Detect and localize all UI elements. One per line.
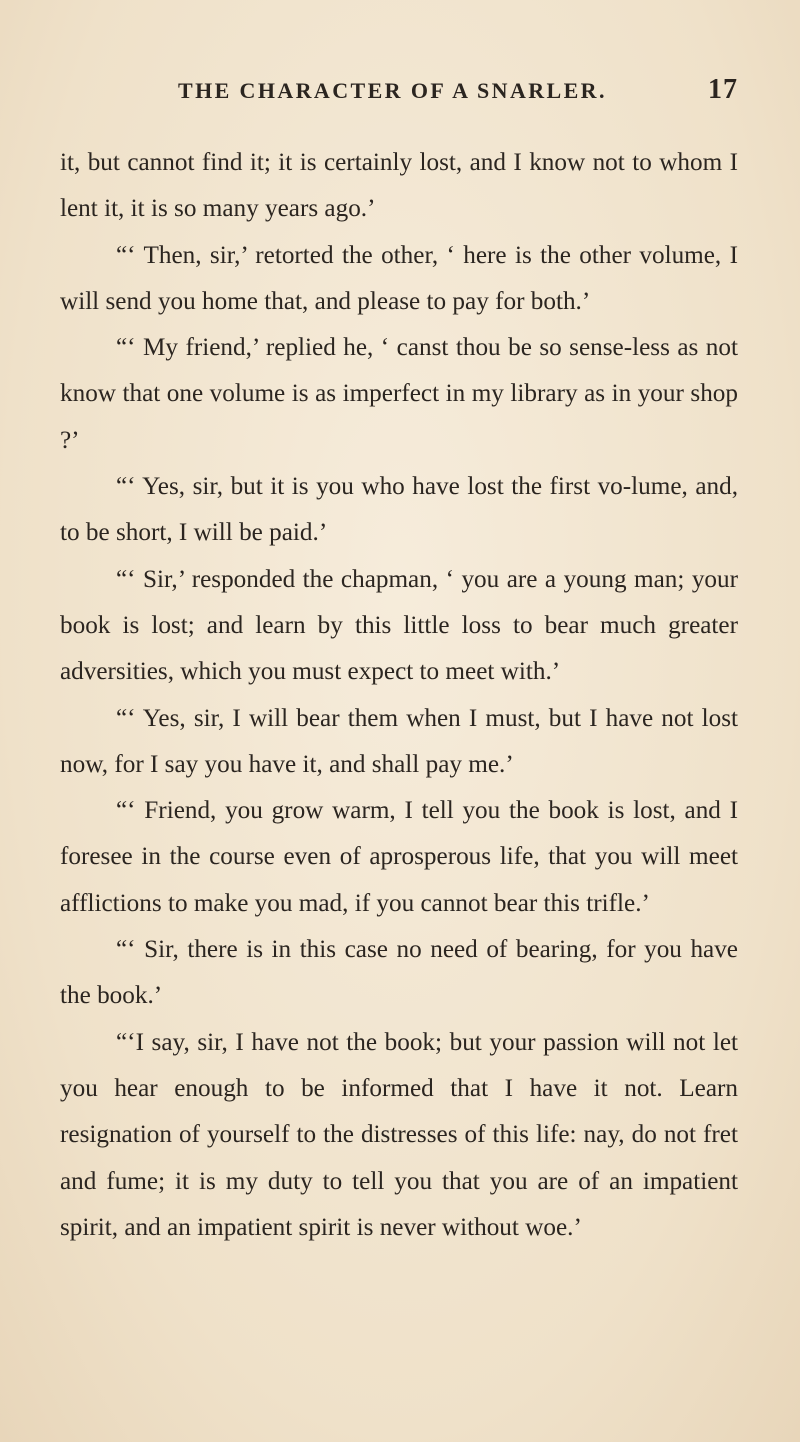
paragraph: “‘ Sir, there is in this case no need of bearing, for you have the book.’: [60, 936, 738, 1010]
paragraph: “‘ My friend,’ replied he, ‘ canst thou be so sense-less as not know that one volume is as imperfect in my library as in your shop ?’: [60, 334, 738, 454]
paragraph: “‘I say, sir, I have not the book; but your passion will not let you hear enough to be informed that I have it not. Learn resignation of yourself to the distresses of this life: nay, do not fret and fume; it is my duty to tell you that you are of an impatient spirit, and an impatient spirit is never without woe.’: [60, 1028, 738, 1241]
page-number: 17: [708, 74, 738, 105]
paragraph: “‘ Friend, you grow warm, I tell you the book is lost, and I foresee in the course even of aprosperous life, that you will meet afflictions to make you mad, if you cannot bear this trifle.’: [60, 797, 738, 917]
paragraph: “‘ Yes, sir, I will bear them when I must, but I have not lost now, for I say you have it, and shall pay me.’: [60, 704, 738, 778]
paragraph: “‘ Yes, sir, but it is you who have lost the first vo-lume, and, to be short, I will be paid.’: [60, 473, 738, 547]
paragraph: “‘ Then, sir,’ retorted the other, ‘ here is the other volume, I will send you home that, and please to pay for both.’: [60, 241, 738, 315]
running-head: [178, 74, 738, 106]
paragraph-continuation: it, but cannot find it; it is certainly lost, and I know not to whom I lent it, it is so many years ago.’: [60, 149, 738, 223]
running-head-title: THE CHARACTER OF A SNARLER.: [178, 78, 607, 103]
body-text: [60, 140, 738, 1251]
paragraph: “‘ Sir,’ responded the chapman, ‘ you are a young man; your book is lost; and learn by this little loss to bear much greater adversities, which you must expect to meet with.’: [60, 565, 738, 686]
